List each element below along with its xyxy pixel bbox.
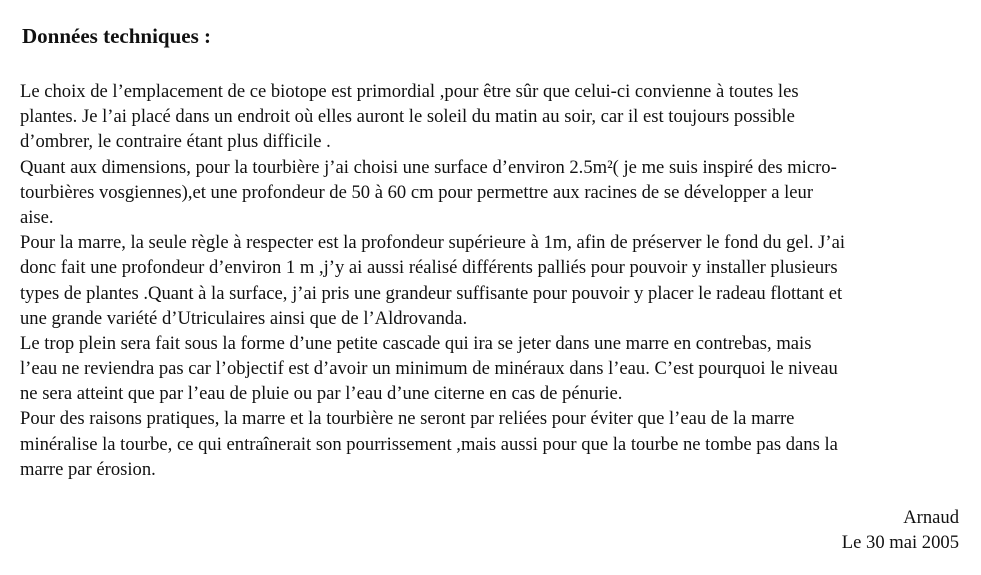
author-name: Arnaud xyxy=(903,507,959,528)
body-line: l’eau ne reviendra pas car l’objectif est d’avoir un minimum de minéraux dans l’eau. C’est pourquoi le niveau xyxy=(20,358,838,380)
body-line: aise. xyxy=(20,206,54,228)
body-line: Quant aux dimensions, pour la tourbière j’ai choisi une surface d’environ 2.5m²( je me suis inspiré des micro- xyxy=(20,156,837,178)
body-line: tourbières vosgiennes),et une profondeur de 50 à 60 cm pour permettre aux racines de se développer a leur xyxy=(20,181,814,203)
body-line: minéralise la tourbe, ce qui entraînerait son pourrissement ,mais aussi pour que la tourbe ne tombe pas dans la xyxy=(20,433,838,455)
body-line: ne sera atteint que par l’eau de pluie ou par l’eau d’une citerne en cas de pénurie. xyxy=(20,383,623,405)
body-line: une grande variété d’Utriculaires ainsi que de l’Aldrovanda. xyxy=(20,307,468,329)
body-line: marre par érosion. xyxy=(20,458,156,480)
body-line: Pour la marre, la seule règle à respecter est la profondeur supérieure à 1m, afin de préserver le fond du gel. J’ai xyxy=(20,232,845,254)
body-line: d’ombrer, le contraire étant plus difficile . xyxy=(20,131,331,153)
document-title: Données techniques : xyxy=(22,24,212,48)
body-line: Pour des raisons pratiques, la marre et la tourbière ne seront par reliées pour éviter que l’eau de la marre xyxy=(20,408,795,430)
body-line: Le choix de l’emplacement de ce biotope est primordial ,pour être sûr que celui-ci convienne à toutes les xyxy=(20,81,799,102)
body-line: donc fait une profondeur d’environ 1 m ,j’y ai aussi réalisé différents palliés pour pouvoir y installer plusieurs xyxy=(20,257,838,279)
body-line: types de plantes .Quant à la surface, j’ai pris une grandeur suffisante pour pouvoir y placer le radeau flottant et xyxy=(20,282,843,304)
document-body xyxy=(20,79,970,482)
signature-date: Le 30 mai 2005 xyxy=(841,532,959,553)
signature-block xyxy=(842,505,959,555)
body-line: Le trop plein sera fait sous la forme d’une petite cascade qui ira se jeter dans une marre en contrebas, mais xyxy=(20,332,812,354)
body-line: plantes. Je l’ai placé dans un endroit où elles auront le soleil du matin au soir, car il est toujours possible xyxy=(20,106,795,128)
